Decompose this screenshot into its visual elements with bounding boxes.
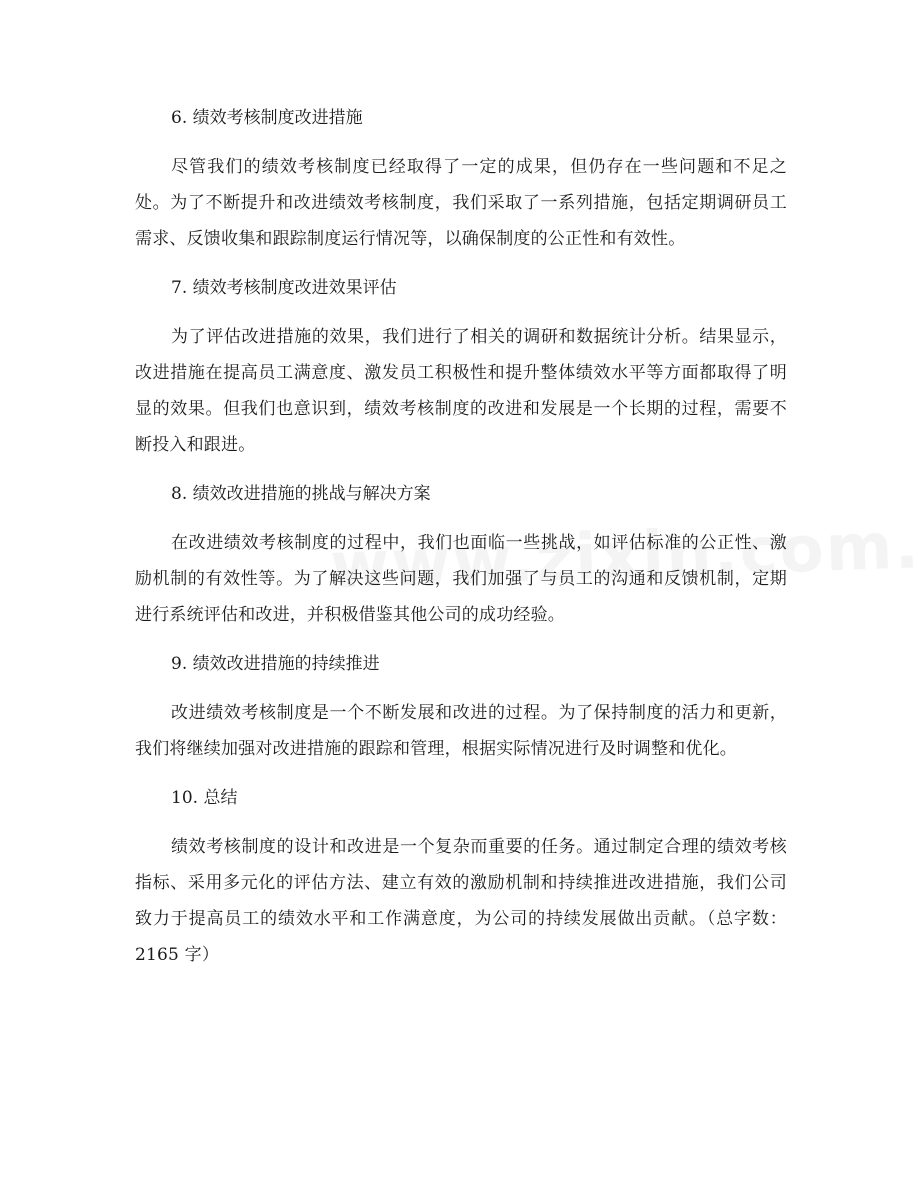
section-heading: 7. 绩效考核制度改进效果评估: [171, 278, 397, 298]
section-paragraph: 在改进绩效考核制度的过程中，我们也面临一些挑战，如评估标准的公正性、激励机制的有效性等。为了解决这些问题，我们加强了与员工的沟通和反馈机制，定期进行系统评估和改进，并积极借鉴其他公司的成功经验。: [135, 533, 787, 625]
section-heading: 6. 绩效考核制度改进措施: [171, 108, 363, 128]
section-7: [135, 270, 787, 463]
section-paragraph: 绩效考核制度的设计和改进是一个复杂而重要的任务。通过制定合理的绩效考核指标、采用多元化的评估方法、建立有效的激励机制和持续推进改进措施，我们公司致力于提高员工的绩效水平和工作满意度，为公司的持续发展做出贡献。（总字数：2165 字）: [135, 837, 787, 965]
section-6: [135, 100, 787, 257]
section-8: [135, 476, 787, 633]
section-paragraph: 改进绩效考核制度是一个不断发展和改进的过程。为了保持制度的活力和更新，我们将继续加强对改进措施的跟踪和管理，根据实际情况进行及时调整和优化。: [135, 703, 787, 759]
section-paragraph: 尽管我们的绩效考核制度已经取得了一定的成果，但仍存在一些问题和不足之处。为了不断提升和改进绩效考核制度，我们采取了一系列措施，包括定期调研员工需求、反馈收集和跟踪制度运行情况等，以确保制度的公正性和有效性。: [135, 157, 787, 249]
section-heading: 10. 总结: [171, 788, 238, 808]
section-10: [135, 780, 787, 973]
section-9: [135, 646, 787, 767]
section-heading: 9. 绩效改进措施的持续推进: [171, 654, 380, 674]
section-heading: 8. 绩效改进措施的挑战与解决方案: [171, 484, 431, 504]
section-paragraph: 为了评估改进措施的效果，我们进行了相关的调研和数据统计分析。结果显示，改进措施在提高员工满意度、激发员工积极性和提升整体绩效水平等方面都取得了明显的效果。但我们也意识到，绩效考核制度的改进和发展是一个长期的过程，需要不断投入和跟进。: [135, 327, 787, 455]
document-body: [135, 100, 787, 986]
